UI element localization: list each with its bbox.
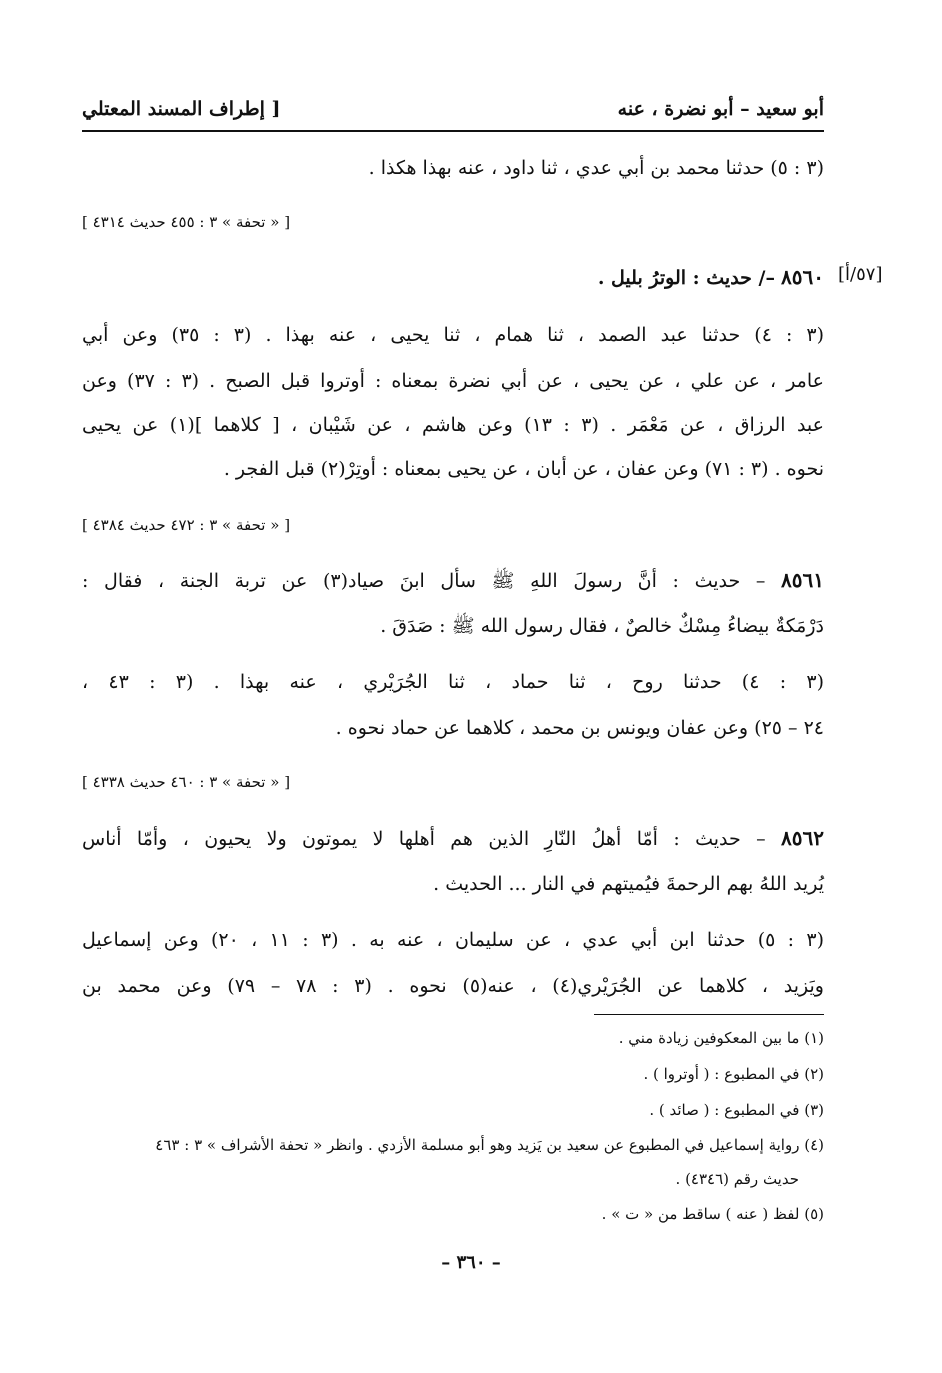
hadith-text: – حديث : أنَّ رسولَ اللهِ ﷺ سأل ابنَ صياد(٣) عن تربة الجنة ، فقال :: [82, 570, 766, 592]
hadith-heading-8562: [82, 826, 824, 851]
reference-line: [ « تحفة » ٣ : ٤٥٥ حديث ٤٣١٤ ]: [82, 213, 291, 231]
text-line: عامر ، عن علي ، عن يحيى ، عن أبي نضرة بمعناه : أوتروا قبل الصبح . (٣ : ٣٧) وعن: [82, 370, 824, 392]
text-line: نحوه . (٣ : ٧١) وعن عفان ، عن أبان ، عن يحيى بمعناه : أوتِرْ(٢) قبل الفجر .: [223, 458, 824, 480]
hadith-number: ٨٥٦٢: [781, 826, 824, 850]
footnote-4-continued: حديث رقم (٤٣٤٦) .: [675, 1170, 799, 1188]
footnote-2: (٢) في المطبوع : ( أوتروا ) .: [643, 1065, 824, 1083]
hadith-heading-8560: [598, 265, 824, 290]
hadith-number: ٨٥٦١: [781, 568, 824, 592]
footnote-3: (٣) في المطبوع : ( صائد ) .: [649, 1101, 824, 1119]
folio-margin-note: [٥٧/أ]: [838, 264, 883, 285]
running-header: [82, 98, 824, 132]
text-line: عبد الرزاق ، عن مَعْمَر . (٣ : ١٣) وعن هاشم ، عن شَيْبان ، [ كلاهما ](١) عن يحيى: [82, 414, 824, 436]
hadith-text: –/ حديث : الوترُ بليل .: [597, 267, 775, 289]
header-book-title: [ إطراف المسند المعتلي: [82, 98, 281, 120]
footnote-separator: [594, 1014, 824, 1015]
text-line: (٣ : ٥) حدثنا ابن أبي عدي ، عن سليمان ، عنه به . (٣ : ١١ ، ٢٠) وعن إسماعيل: [82, 929, 824, 951]
page-number: – ٣٦٠ –: [441, 1252, 501, 1273]
text-line: (٣ : ٤) حدثنا عبد الصمد ، ثنا همام ، ثنا يحيى ، عنه بهذا . (٣ : ٣٥) وعن أبي: [82, 324, 825, 346]
text-line: ويَزيد ، كلاهما عن الجُرَيْري(٤) ، عنه(٥) نحوه . (٣ : ٧٨ – ٧٩) وعن محمد بن: [82, 975, 824, 997]
text-line: ٢٤ – ٢٥) وعن عفان ويونس بن محمد ، كلاهما عن حماد نحوه .: [335, 717, 824, 739]
header-author: أبو سعيد – أبو نضرة ، عنه: [617, 98, 824, 120]
text-line: دَرْمَكةٌ بيضاءُ مِسْكٌ خالصٌ ، فقال رسول الله ﷺ : صَدَقَ .: [380, 615, 824, 637]
reference-line: [ « تحفة » ٣ : ٤٧٢ حديث ٤٣٨٤ ]: [82, 516, 291, 534]
reference-line: [ « تحفة » ٣ : ٤٦٠ حديث ٤٣٣٨ ]: [82, 773, 291, 791]
hadith-heading-8561: [82, 568, 824, 593]
text-line: (٣ : ٤) حدثنا روح ، ثنا حماد ، ثنا الجُرَيْري ، عنه بهذا . (٣ : ٤٣ ،: [82, 671, 824, 693]
footnote-5: (٥) لفظ ( عنه ) ساقط من « ت » .: [601, 1205, 824, 1223]
hadith-number: ٨٥٦٠: [781, 265, 824, 289]
hadith-text: – حديث : أمّا أهلُ النّارِ الذين هم أهلها لا يموتون ولا يحيون ، وأمّا أناس: [82, 828, 766, 850]
text-line: يُريد اللهُ بهم الرحمةَ فيُميتهم في النار ... الحديث .: [433, 873, 824, 895]
footnote-1: (١) ما بين المعكوفين زيادة مني .: [618, 1029, 824, 1047]
text-line: (٣ : ٥) حدثنا محمد بن أبي عدي ، ثنا داود ، عنه بهذا هكذا .: [368, 157, 824, 179]
footnote-4: (٤) رواية إسماعيل في المطبوع عن سعيد بن يَزيد وهو أبو مسلمة الأزدي . وانظر « تحفة الأشراف » ٣ : ٤٦٣: [155, 1136, 824, 1154]
